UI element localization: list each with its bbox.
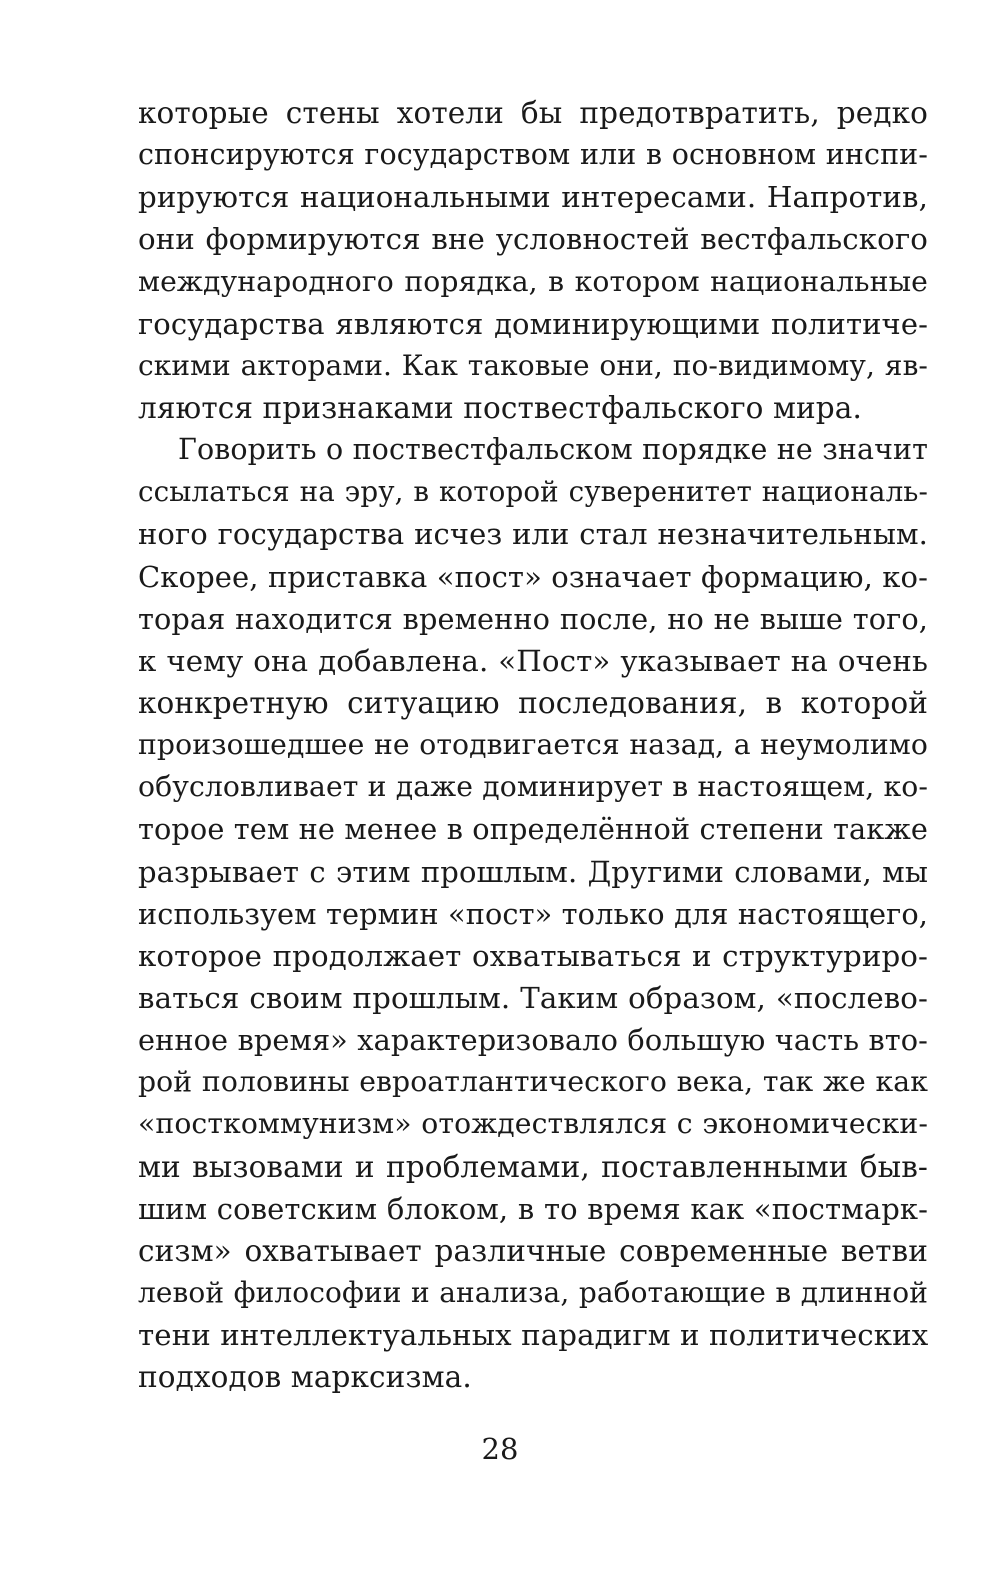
- text-line: конкретную ситуацию последования, в которой: [138, 685, 928, 720]
- text-line: разрывает с этим прошлым. Другими словами, мы: [138, 854, 928, 889]
- text-line: международного порядка, в котором национальные: [138, 264, 928, 298]
- text-line: торая находится временно после, но не выше того,: [138, 601, 928, 636]
- paragraph-2: [138, 429, 928, 1398]
- text-line: тени интеллектуальных парадигм и политических: [138, 1318, 929, 1353]
- paragraph-1: [138, 92, 928, 429]
- text-line: левой философии и анализа, работающие в длинной: [138, 1275, 928, 1309]
- text-line: произошедшее не отодвигается назад, а неумолимо: [138, 728, 928, 762]
- text-line: скими акторами. Как таковые они, по-видимому, яв-: [138, 348, 928, 382]
- text-line: ляются признаками поствестфальского мира.: [138, 390, 862, 425]
- text-line: Говорить о поствестфальском порядке не значит: [178, 433, 928, 467]
- text-line: енное время» характеризовало большую часть вто-: [138, 1023, 928, 1058]
- text-line: сизм» охватывает различные современные ветви: [138, 1233, 928, 1268]
- text-line: ссылаться на эру, в которой суверенитет националь-: [138, 475, 928, 509]
- text-line: которые стены хотели бы предотвратить, редко: [138, 96, 928, 130]
- text-line: шим советским блоком, в то время как «постмарк-: [138, 1191, 928, 1226]
- page-number: 28: [481, 1432, 519, 1466]
- text-line: они формируются вне условностей вестфальского: [138, 222, 928, 257]
- text-line: подходов марксизма.: [138, 1360, 472, 1395]
- text-line: к чему она добавлена. «Пост» указывает на очень: [138, 643, 928, 678]
- text-line: торое тем не менее в определённой степени также: [138, 812, 928, 847]
- text-line: Скорее, приставка «пост» означает формацию, ко-: [138, 559, 928, 594]
- text-line: которое продолжает охватываться и структуриро-: [138, 938, 928, 973]
- page-body: [138, 92, 928, 1398]
- text-line: спонсируются государством или в основном инспи-: [138, 138, 928, 172]
- text-line: ваться своим прошлым. Таким образом, «послево-: [138, 980, 928, 1015]
- text-line: рируются национальными интересами. Напротив,: [138, 180, 928, 215]
- text-line: ми вызовами и проблемами, поставленными быв-: [138, 1149, 928, 1184]
- text-line: государства являются доминирующими политиче-: [138, 306, 928, 341]
- text-line: обусловливает и даже доминирует в настоящем, ко-: [138, 770, 928, 804]
- text-line: «посткоммунизм» отождествлялся с экономически-: [138, 1107, 928, 1141]
- text-line: используем термин «пост» только для настоящего,: [138, 896, 928, 931]
- text-line: ного государства исчез или стал незначительным.: [138, 517, 928, 552]
- text-line: рой половины евроатлантического века, так же как: [138, 1065, 928, 1099]
